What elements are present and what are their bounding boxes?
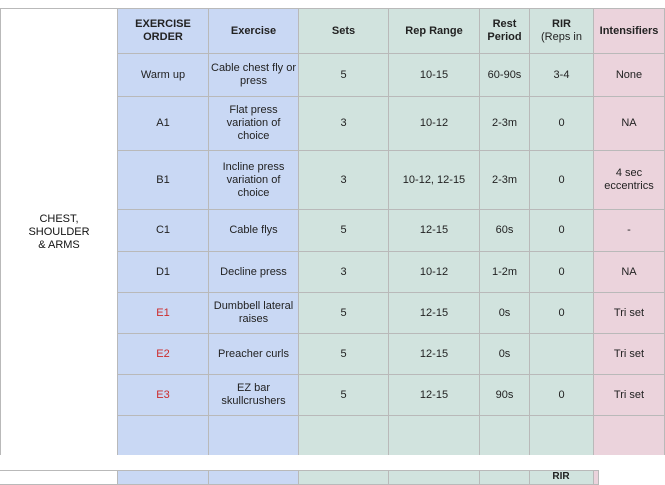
row-rest-period: 0s: [480, 293, 530, 334]
row-rest-period: 1-2m: [480, 252, 530, 293]
row-rir: 0: [530, 293, 594, 334]
row-sets: 5: [299, 334, 389, 375]
next-header-rir: RIR: [529, 471, 593, 485]
section-label-cell: [1, 9, 118, 457]
row-order: C1: [118, 210, 209, 252]
row-rest-period: [480, 416, 530, 457]
next-section-cell: [0, 471, 117, 485]
row-intensifier: Tri set: [594, 334, 665, 375]
row-rir: 3-4: [530, 54, 594, 97]
next-header-reps: [388, 471, 479, 485]
next-header-intensifiers: [593, 471, 598, 485]
row-rest-period: 60-90s: [480, 54, 530, 97]
row-rep-range: 10-12, 12-15: [389, 151, 480, 210]
block-gap: [0, 455, 665, 469]
next-header-order: [117, 471, 208, 485]
row-intensifier: 4 sec eccentrics: [594, 151, 665, 210]
exercise-table: [0, 8, 665, 457]
header-rir-subtitle: (Reps in: [541, 31, 582, 43]
row-sets: [299, 416, 389, 457]
row-rir: [530, 416, 594, 457]
row-intensifier: -: [594, 210, 665, 252]
row-sets: 5: [299, 293, 389, 334]
row-exercise: Preacher curls: [209, 334, 299, 375]
header-exercise-order: EXERCISE ORDER: [118, 9, 209, 54]
row-sets: 5: [299, 54, 389, 97]
next-header-sets: [298, 471, 388, 485]
row-rep-range: [389, 416, 480, 457]
row-sets: 3: [299, 252, 389, 293]
row-intensifier: None: [594, 54, 665, 97]
row-order: E2: [118, 334, 209, 375]
row-rep-range: 10-15: [389, 54, 480, 97]
row-exercise: Incline press variation of choice: [209, 151, 299, 210]
row-intensifier: NA: [594, 252, 665, 293]
header-rir-title: RIR: [552, 18, 571, 30]
row-rir: 0: [530, 210, 594, 252]
header-rir: [530, 9, 594, 54]
row-order: D1: [118, 252, 209, 293]
row-sets: 3: [299, 151, 389, 210]
row-exercise: Cable chest fly or press: [209, 54, 299, 97]
row-rep-range: 12-15: [389, 210, 480, 252]
row-order: A1: [118, 97, 209, 151]
row-rep-range: 12-15: [389, 375, 480, 416]
row-rep-range: 10-12: [389, 97, 480, 151]
header-row: [1, 9, 665, 54]
row-sets: 3: [299, 97, 389, 151]
row-order: Warm up: [118, 54, 209, 97]
section-label: CHEST, SHOULDER & ARMS: [28, 213, 90, 251]
header-exercise: Exercise: [209, 9, 299, 54]
row-order: [118, 416, 209, 457]
header-rest-period: Rest Period: [480, 9, 530, 54]
row-rest-period: 90s: [480, 375, 530, 416]
row-exercise: Dumbbell lateral raises: [209, 293, 299, 334]
row-rep-range: 12-15: [389, 334, 480, 375]
row-rest-period: 0s: [480, 334, 530, 375]
row-rep-range: 12-15: [389, 293, 480, 334]
row-order: E3: [118, 375, 209, 416]
row-order: B1: [118, 151, 209, 210]
row-rest-period: 2-3m: [480, 151, 530, 210]
row-sets: 5: [299, 210, 389, 252]
next-block-table: [0, 470, 599, 485]
row-rir: 0: [530, 151, 594, 210]
row-rest-period: 2-3m: [480, 97, 530, 151]
header-intensifiers: Intensifiers: [594, 9, 665, 54]
row-exercise: Cable flys: [209, 210, 299, 252]
next-header-row: [0, 471, 598, 485]
row-exercise: Decline press: [209, 252, 299, 293]
row-intensifier: [594, 416, 665, 457]
row-exercise: EZ bar skullcrushers: [209, 375, 299, 416]
row-rir: 0: [530, 375, 594, 416]
row-intensifier: Tri set: [594, 375, 665, 416]
header-rep-range: Rep Range: [389, 9, 480, 54]
row-rir: 0: [530, 97, 594, 151]
row-rir: 0: [530, 252, 594, 293]
next-header-rest: [479, 471, 529, 485]
row-intensifier: Tri set: [594, 293, 665, 334]
row-intensifier: NA: [594, 97, 665, 151]
next-header-exercise: [208, 471, 298, 485]
row-rep-range: 10-12: [389, 252, 480, 293]
row-exercise: [209, 416, 299, 457]
row-order: E1: [118, 293, 209, 334]
row-rest-period: 60s: [480, 210, 530, 252]
header-sets: Sets: [299, 9, 389, 54]
row-sets: 5: [299, 375, 389, 416]
row-exercise: Flat press variation of choice: [209, 97, 299, 151]
row-rir: [530, 334, 594, 375]
